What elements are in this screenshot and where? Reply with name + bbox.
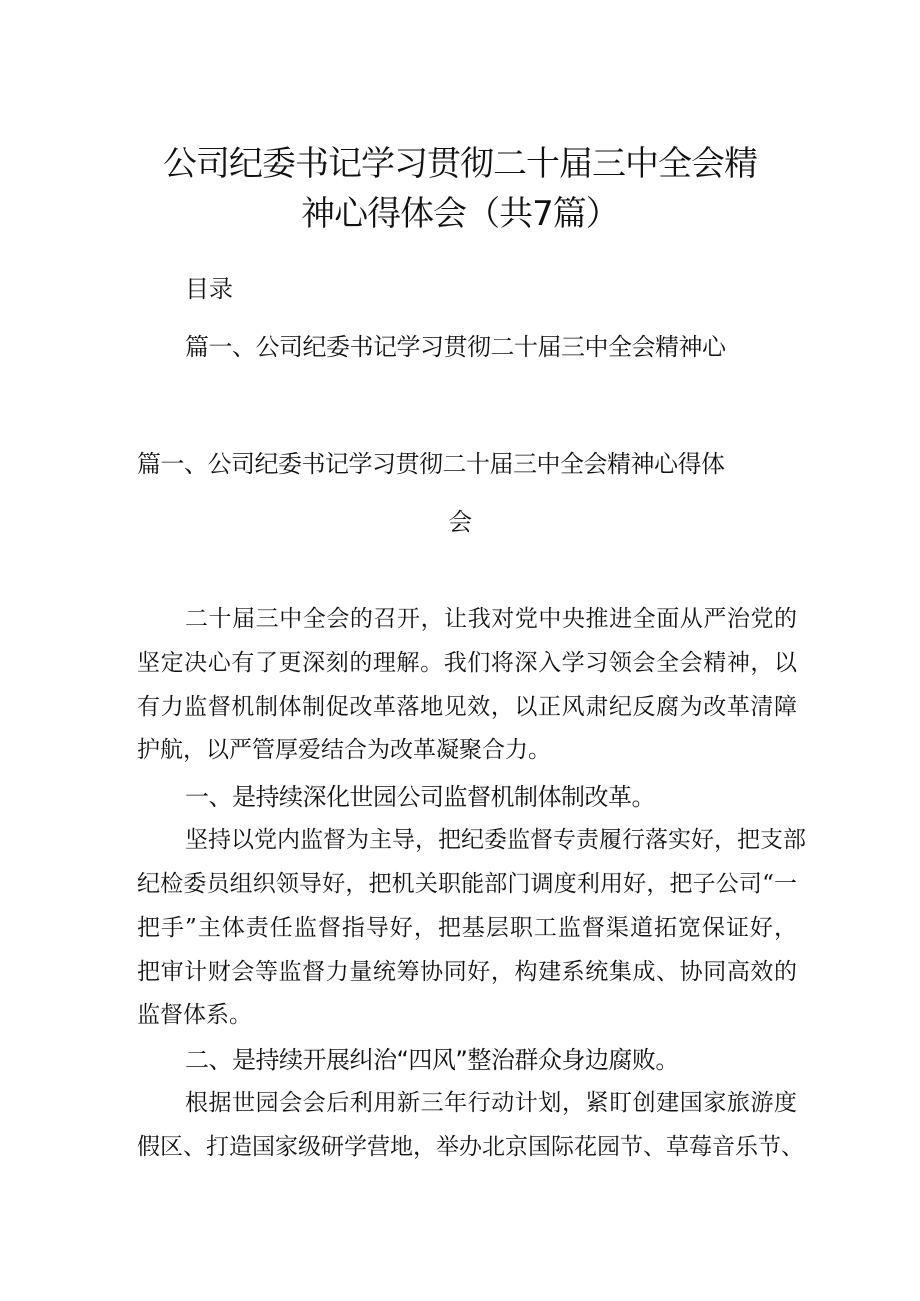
point-2-paragraph-line: 假区、打造国家级研学营地，举办北京国际花园节、草莓音乐节、 xyxy=(137,1134,804,1160)
toc-heading: 目录 xyxy=(185,275,233,303)
point-2-paragraph-line: 根据世园会会后利用新三年行动计划，紧盯创建国家旅游度 xyxy=(185,1090,797,1116)
point-2-heading: 二、是持续开展纠治“四风”整治群众身边腐败。 xyxy=(185,1046,679,1074)
intro-paragraph-line: 有力监督机制体制促改革落地见效，以正风肃纪反腐为改革清障 xyxy=(137,694,797,720)
document-title-line-1: 公司纪委书记学习贯彻二十届三中全会精 xyxy=(163,144,757,184)
point-1-heading: 一、是持续深化世园公司监督机制体制改革。 xyxy=(185,783,655,811)
point-1-paragraph-line: 坚持以党内监督为主导，把纪委监督专责履行落实好，把支部 xyxy=(185,827,806,853)
intro-paragraph-line: 坚定决心有了更深刻的理解。我们将深入学习领会全会精神，以 xyxy=(137,650,797,676)
document-title-line-2: 神心得体会（共7篇） xyxy=(301,194,619,234)
intro-paragraph-line: 护航，以严管厚爱结合为改革凝聚合力。 xyxy=(137,737,551,763)
section-title-line-1: 篇一、公司纪委书记学习贯彻二十届三中全会精神心得体 xyxy=(137,450,725,478)
point-1-paragraph-line: 把手”主体责任监督指导好，把基层职工监督渠道拓宽保证好， xyxy=(137,915,797,941)
point-1-paragraph-line: 监督体系。 xyxy=(137,1002,252,1028)
point-1-paragraph-line: 纪检委员组织领导好，把机关职能部门调度利用好，把子公司“一 xyxy=(137,871,797,897)
point-1-paragraph-line: 把审计财会等监督力量统筹协同好，构建系统集成、协同高效的 xyxy=(137,959,797,985)
toc-item[interactable]: 篇一、公司纪委书记学习贯彻二十届三中全会精神心 xyxy=(185,333,726,361)
intro-paragraph-line: 二十届三中全会的召开，让我对党中央推进全面从严治党的 xyxy=(185,606,797,632)
section-title-line-2: 会 xyxy=(448,508,472,536)
